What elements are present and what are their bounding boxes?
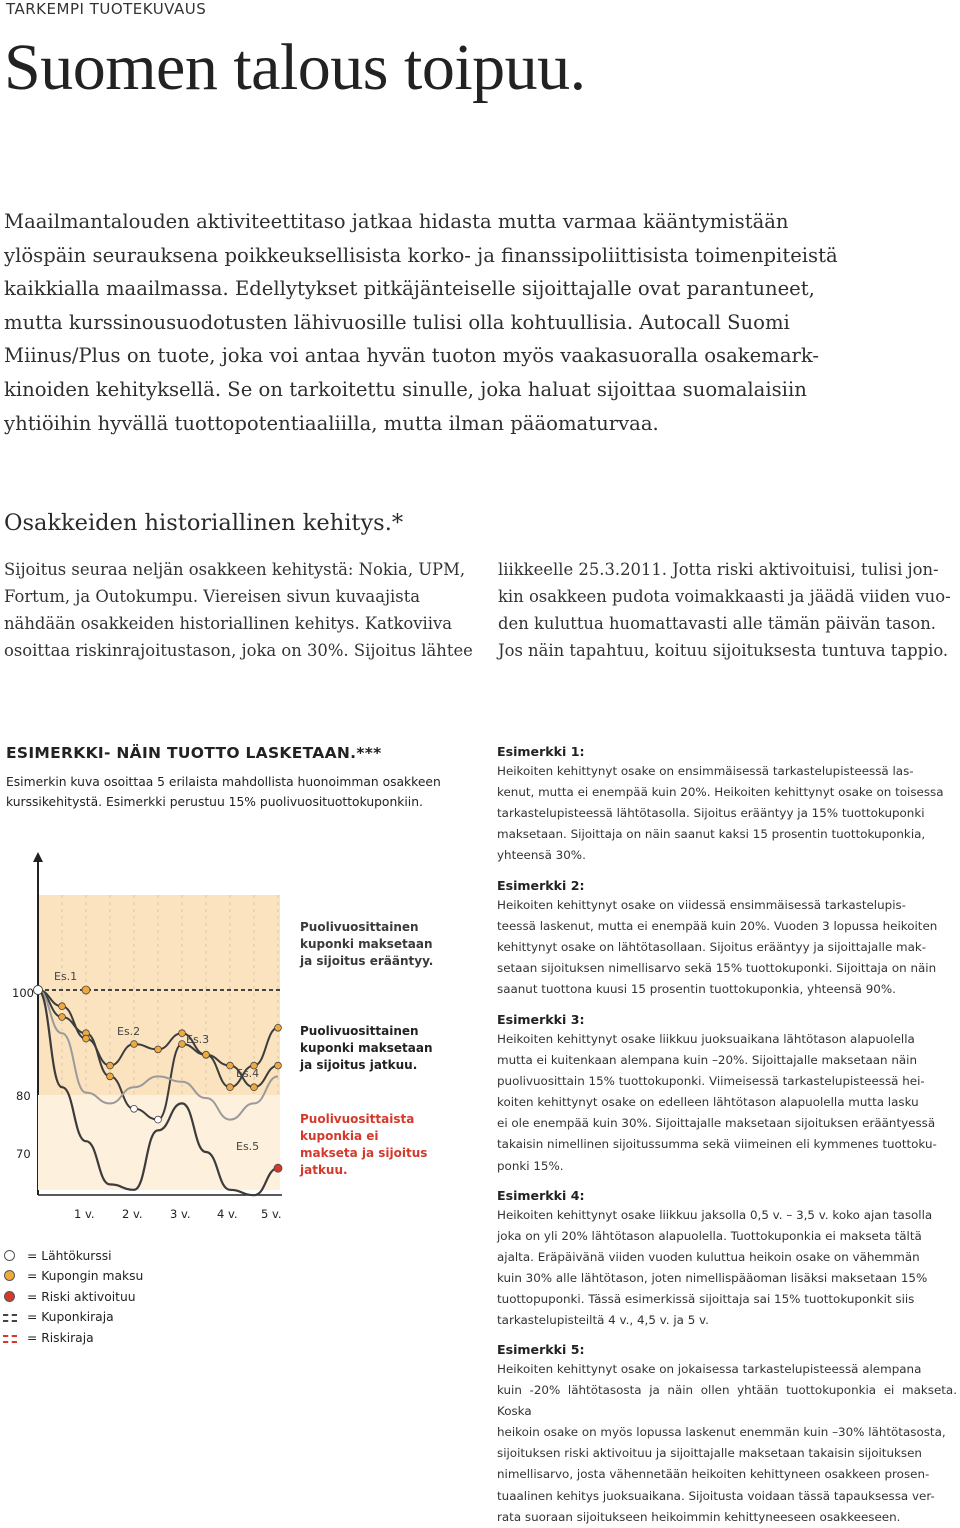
intro-line: ylöspäin seurauksena poikkeuksellisista korko- ja finanssipoliittisista toimenpiteistä [4, 243, 838, 267]
x-tick-label: 5 v. [261, 1207, 282, 1220]
example-body [497, 761, 957, 866]
example-line: tuaalinen kehitys juoksuaikana. Sijoitusta voidaan tässä tapauksessa ver- [497, 1488, 935, 1503]
example-title: Esimerkki 2: [497, 878, 585, 893]
example-desc-line: kurssikehitystä. Esimerkki perustuu 15% puolivuosituottokuponkiin. [6, 795, 423, 809]
example-body [497, 895, 957, 1000]
region-label-2 [299, 1024, 433, 1072]
example-line: tuottopuponki. Tässä esimerkissä sijoittaja sai 15% tuottokuponkit siis [497, 1292, 915, 1307]
region-3-line: makseta ja sijoitus [300, 1146, 428, 1160]
x-tick-label: 4 v. [217, 1207, 238, 1220]
coupon-marker [227, 1084, 234, 1091]
example-line: sijoituksen riski aktivoituu ja sijoittajalle maksetaan takaisin sijoituksen [497, 1446, 922, 1461]
region-3-line: jatkuu. [300, 1163, 348, 1177]
dashed-dark-icon [2, 1310, 22, 1324]
circle-red-icon [2, 1290, 22, 1304]
risk-activated-marker [274, 1164, 282, 1172]
x-tick-label: 3 v. [170, 1207, 191, 1220]
example-line: kuin -20% lähtötasosta ja näin ollen yhtään tuottokuponkia ei makseta. Koska [497, 1383, 957, 1419]
circle-orange-icon [2, 1269, 22, 1283]
example-line: maksetaan. Sijoittaja on näin saanut kaksi 15 prosentin tuottokuponkia, [497, 827, 926, 842]
history-line: Fortum, ja Outokumpu. Viereisen sivun kuvaajista [4, 587, 421, 606]
legend-label: = Kuponkiraja [27, 1310, 114, 1324]
intro-paragraph [4, 205, 956, 440]
region-1-line: ja sijoitus erääntyy. [300, 954, 434, 968]
example-line: kuin 30% alle lähtötason, joten nimellispääoman lisäksi maksetaan 15% [497, 1271, 928, 1286]
example-line: teessä laskenut, mutta ei enempää kuin 20%. Vuoden 3 lopussa heikoiten [497, 919, 938, 934]
example-heading: ESIMERKKI- NÄIN TUOTTO LASKETAAN.*** [6, 744, 382, 762]
region-1-line: Puolivuosittainen [300, 920, 419, 934]
example-line: koiten kehittynyt osake on edelleen lähtötason alapuolella mutta lasku [497, 1095, 919, 1110]
legend-label: = Riski aktivoituu [27, 1290, 136, 1304]
region-3-line: Puolivuosittaista [300, 1112, 415, 1126]
example-title: Esimerkki 3: [497, 1012, 585, 1027]
history-line: kin osakkeen pudota voimakkaasti ja jäädä viiden vuo- [498, 587, 951, 606]
coupon-marker [155, 1046, 162, 1053]
example-line: kenut, mutta ei enempää kuin 20%. Heikoiten kehittynyt osake on toisessa [497, 785, 944, 800]
example-line: tarkastelupisteessä lähtötasolla. Sijoitus erääntyy ja 15% tuottokuponki [497, 806, 925, 821]
example-block-1 [497, 744, 957, 866]
coupon-marker [275, 1024, 282, 1031]
example-line: ei ole enempää kuin 30%. Sijoittajalle maksetaan sijoituksen erääntyessä [497, 1116, 936, 1131]
example-block-2 [497, 878, 957, 1000]
intro-line: Maailmantalouden aktiviteettitaso jatkaa hidasta mutta varmaa kääntymistään [4, 210, 789, 233]
example-description [6, 772, 476, 812]
legend-item [2, 1307, 114, 1327]
region-label-3 [299, 1112, 427, 1177]
y-tick-label: 100 [12, 986, 34, 1000]
series-label-es2: Es.2 [117, 1025, 141, 1038]
coupon-marker [179, 1041, 186, 1048]
example-line: ajalta. Eräpäivänä viiden vuoden kuluttua heikoin osake on vähemmän [497, 1250, 920, 1265]
history-column-2 [498, 556, 956, 664]
history-line: den kuluttua huomattavasti alle tämän päivän tason. [498, 614, 936, 633]
coupon-marker [155, 1116, 162, 1123]
legend-item [2, 1246, 112, 1266]
history-line: Sijoitus seuraa neljän osakkeen kehitystä: Nokia, UPM, [4, 560, 466, 579]
region-2-line: kuponki maksetaan [300, 1041, 433, 1055]
example-line: nimellisarvo, josta vähennetään heikoiten kehittyneen osakkeen prosen- [497, 1467, 930, 1482]
example-line: Heikoiten kehittynyt osake liikkuu jaksolla 0,5 v. – 3,5 v. koko ajan tasolla [497, 1208, 933, 1222]
legend-label: = Kupongin maksu [27, 1269, 144, 1283]
legend-item [2, 1287, 136, 1307]
example-line: setaan sijoituksen nimellisarvo sekä 15% tuottokuponki. Sijoittaja on näin [497, 961, 937, 976]
example-block-5 [497, 1342, 957, 1528]
coupon-marker [59, 1003, 66, 1010]
start-price-marker [34, 986, 43, 995]
intro-line: kinoiden kehityksellä. Se on tarkoitettu sinulle, joka haluat sijoittaa suomalaisiin [4, 377, 807, 401]
legend-item [2, 1328, 94, 1348]
example-line: takaisin nimellinen sijoitussumma sekä viimeinen eli kymmenes tuottoku- [497, 1137, 937, 1152]
history-line: osoittaa riskinrajoitustason, joka on 30%. Sijoitus lähtee [4, 641, 473, 660]
example-line: Heikoiten kehittynyt osake on viidessä ensimmäisessä tarkastelupis- [497, 898, 906, 912]
intro-line: mutta kurssinousuodotusten lähivuosille tulisi olla kohtuullisia. Autocall Suomi [4, 310, 790, 334]
region-3-line: kuponkia ei [300, 1129, 379, 1143]
example-title: Esimerkki 4: [497, 1188, 585, 1203]
example-body [497, 1029, 957, 1177]
example-title: Esimerkki 1: [497, 744, 585, 759]
region-1-line: kuponki maksetaan [300, 937, 433, 951]
circle-white-icon [2, 1249, 22, 1263]
example-title: Esimerkki 5: [497, 1342, 585, 1357]
series-label-es1: Es.1 [54, 970, 78, 983]
y-tick-label: 80 [16, 1089, 31, 1103]
page-title: Suomen talous toipuu. [4, 31, 586, 104]
example-body [497, 1359, 957, 1528]
es1-redemption-marker [82, 986, 90, 994]
legend-label: = Riskiraja [27, 1331, 94, 1345]
example-line: joka on yli 20% lähtötason alapuolella. Tuottokuponkia ei makseta tältä [497, 1229, 922, 1244]
coupon-marker [131, 1105, 138, 1112]
example-line: mutta ei kuitenkaan alempana kuin –20%. Sijoittajalle maksetaan näin [497, 1053, 917, 1068]
legend-label: = Lähtökurssi [27, 1249, 112, 1263]
coupon-marker [179, 1030, 186, 1037]
coupon-marker [107, 1062, 114, 1069]
history-column-1 [4, 556, 476, 664]
y-axis-arrow [33, 852, 43, 862]
example-line: rata suoraan sijoitukseen heikoimmin kehittyneeseen osakkeeseen. [497, 1509, 901, 1524]
example-line: kehittynyt osake on lähtötasollaan. Sijoitus erääntyy ja sijoittajalle mak- [497, 940, 927, 955]
example-line: Heikoiten kehittynyt osake liikkuu juoksuaikana lähtötason alapuolella [497, 1032, 915, 1046]
example-line: puolivuosittain 15% tuottokuponki. Viimeisessä tarkastelupisteessä hei- [497, 1074, 925, 1089]
history-heading: Osakkeiden historiallinen kehitys.* [4, 510, 404, 536]
example-line: tarkastelupisteiltä 4 v., 4,5 v. ja 5 v. [497, 1313, 709, 1328]
payoff-chart [0, 830, 480, 1220]
coupon-marker [107, 1073, 114, 1080]
coupon-marker [251, 1084, 258, 1091]
coupon-marker [83, 1035, 90, 1042]
coupon-marker [131, 1041, 138, 1048]
intro-line: yhtiöihin hyvällä tuottopotentiaaliilla, mutta ilman pääomaturvaa. [4, 411, 659, 435]
series-label-es3: Es.3 [186, 1033, 210, 1046]
series-label-es4: Es.4 [236, 1067, 260, 1080]
intro-line: kaikkialla maailmassa. Edellytykset pitkäjänteiselle sijoittajalle ovat parantuneet, [4, 277, 815, 301]
example-line: heikoin osake on myös lopussa laskenut enemmän kuin –30% lähtötasosta, [497, 1425, 946, 1440]
x-tick-label: 2 v. [122, 1207, 143, 1220]
example-line: yhteensä 30%. [497, 848, 586, 863]
history-line: Jos näin tapahtuu, koituu sijoituksesta tuntuva tappio. [498, 641, 949, 660]
x-tick-label: 1 v. [74, 1207, 95, 1220]
example-body [497, 1205, 957, 1332]
region-2-line: Puolivuosittainen [300, 1024, 419, 1038]
example-line: saanut tuottona kuusi 15 prosentin tuottokuponkia, yhteensä 90%. [497, 982, 896, 997]
legend-item [2, 1266, 143, 1286]
region-2-line: ja sijoitus jatkuu. [300, 1058, 418, 1072]
example-block-3 [497, 1012, 957, 1177]
example-block-4 [497, 1188, 957, 1332]
example-line: Heikoiten kehittynyt osake on ensimmäisessä tarkastelupisteessä las- [497, 764, 914, 778]
coupon-marker [203, 1051, 210, 1058]
coupon-marker [275, 1062, 282, 1069]
intro-line: Miinus/Plus on tuote, joka voi antaa hyvän tuoton myös vaakasuoralla osakemark- [4, 344, 820, 368]
coupon-marker [59, 1014, 66, 1021]
example-desc-line: Esimerkin kuva osoittaa 5 erilaista mahdollista huonoimman osakkeen [6, 775, 441, 789]
example-line: ponki 15%. [497, 1158, 564, 1173]
region-label-1 [299, 920, 433, 968]
coupon-marker [227, 1062, 234, 1069]
example-line: Heikoiten kehittynyt osake on jokaisessa tarkastelupisteessä alempana [497, 1362, 922, 1376]
history-line: liikkeelle 25.3.2011. Jotta riski aktivoituisi, tulisi jon- [498, 560, 939, 579]
y-tick-label: 70 [16, 1147, 31, 1161]
section-kicker: TARKEMPI TUOTEKUVAUS [6, 0, 207, 18]
dashed-red-icon [2, 1331, 22, 1345]
series-label-es5: Es.5 [236, 1140, 260, 1153]
history-line: nähdään osakkeiden historiallinen kehitys. Katkoviiva [4, 614, 453, 633]
